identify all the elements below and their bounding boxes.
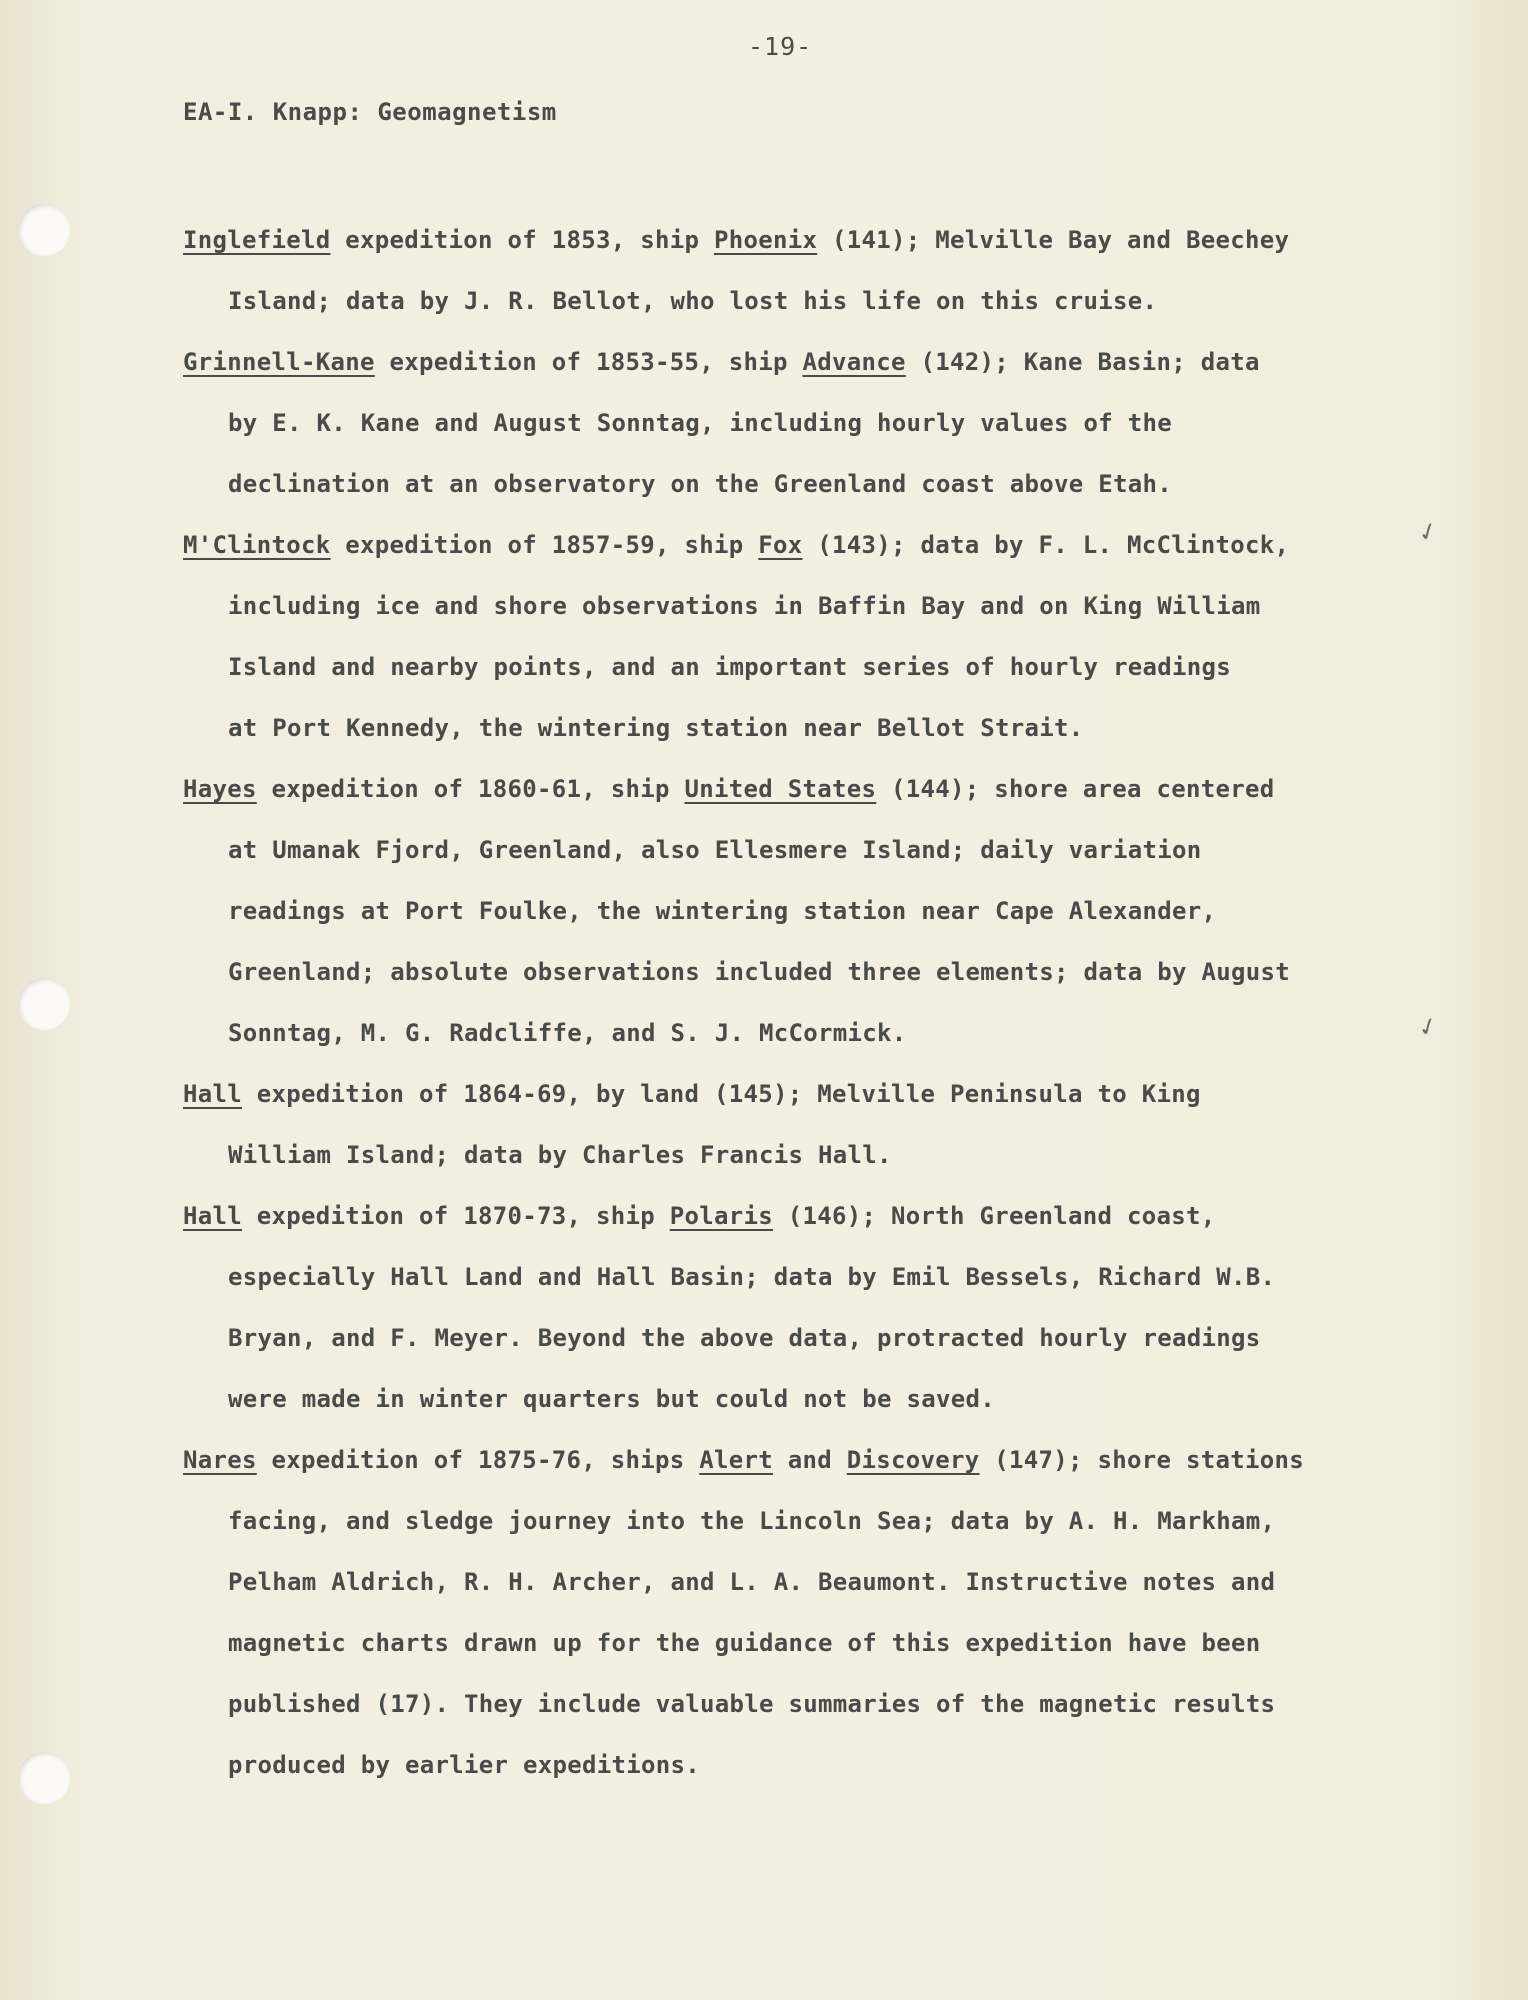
text-line (228, 1735, 1363, 1796)
line-text: William Island; data by Charles Francis Hall. (228, 1141, 892, 1169)
line-text: Bryan, and F. Meyer. Beyond the above data, protracted hourly readings (228, 1324, 1261, 1352)
line-text: especially Hall Land and Hall Basin; data by Emil Bessels, Richard W.B. (228, 1263, 1276, 1291)
text-line (183, 1430, 1363, 1491)
text-line (228, 1003, 1363, 1064)
line-text: magnetic charts drawn up for the guidance of this expedition have been (228, 1629, 1261, 1657)
text-line (228, 1491, 1363, 1552)
underlined-name: Hayes (183, 775, 257, 803)
check-mark-icon: ✓ (1413, 515, 1443, 549)
line-text: including ice and shore observations in Baffin Bay and on King William (228, 592, 1261, 620)
underlined-name: Hall (183, 1202, 242, 1230)
line-text: expedition of 1853, ship (330, 226, 714, 254)
line-text: expedition of 1875-76, ships (256, 1446, 700, 1474)
expedition-entry-inglefield (183, 210, 1363, 332)
line-text: and (772, 1446, 847, 1474)
text-line (228, 576, 1363, 637)
text-line (228, 1308, 1363, 1369)
text-line (228, 1125, 1363, 1186)
line-text: expedition of 1864-69, by land (145); Melville Peninsula to King (242, 1080, 1201, 1108)
text-line (183, 332, 1363, 393)
underlined-name: Hall (183, 1080, 242, 1108)
line-text: Island; data by J. R. Bellot, who lost his life on this cruise. (228, 287, 1158, 315)
text-line (228, 698, 1363, 759)
expedition-entry-m'clintock (183, 515, 1363, 759)
underlined-name: Phoenix (713, 226, 818, 254)
line-text: expedition of 1857-59, ship (330, 531, 759, 559)
text-line (228, 454, 1363, 515)
text-line (183, 1064, 1363, 1125)
underlined-name: Advance (802, 348, 906, 376)
text-line (228, 637, 1363, 698)
underlined-name: Grinnell-Kane (183, 348, 375, 376)
line-text: (144); shore area centered (876, 775, 1275, 803)
line-text: by E. K. Kane and August Sonntag, including hourly values of the (228, 409, 1172, 437)
line-text: expedition of 1860-61, ship (256, 775, 685, 803)
text-line (228, 271, 1363, 332)
line-text: (141); Melville Bay and Beechey (817, 226, 1290, 254)
line-text: Sonntag, M. G. Radcliffe, and S. J. McCormick. (228, 1019, 907, 1047)
text-line (183, 759, 1363, 820)
check-mark-icon: ✓ (1413, 1010, 1443, 1044)
line-text: readings at Port Foulke, the wintering station near Cape Alexander, (228, 897, 1217, 925)
text-line (228, 881, 1363, 942)
text-line (228, 393, 1363, 454)
expedition-entry-hayes (183, 759, 1363, 1064)
line-text: (146); North Greenland coast, (772, 1202, 1216, 1230)
text-line (228, 820, 1363, 881)
underlined-name: Nares (183, 1446, 257, 1474)
page-number: -19- (748, 32, 813, 61)
line-text: expedition of 1853-55, ship (374, 348, 803, 376)
text-line (228, 942, 1363, 1003)
punch-hole (18, 1752, 70, 1804)
text-line (228, 1247, 1363, 1308)
line-text: Pelham Aldrich, R. H. Archer, and L. A. Beaumont. Instructive notes and (228, 1568, 1276, 1596)
underlined-name: M'Clintock (183, 531, 331, 559)
line-text: were made in winter quarters but could not be saved. (228, 1385, 995, 1413)
document-body (183, 210, 1363, 1796)
text-line (228, 1369, 1363, 1430)
line-text: at Port Kennedy, the wintering station near Bellot Strait. (228, 714, 1084, 742)
line-text: produced by earlier expeditions. (228, 1751, 700, 1779)
text-line (228, 1552, 1363, 1613)
line-text: declination at an observatory on the Greenland coast above Etah. (228, 470, 1172, 498)
text-line (228, 1613, 1363, 1674)
page-header: EA-I. Knapp: Geomagnetism (183, 98, 557, 126)
underlined-name: Alert (699, 1446, 773, 1474)
line-text: Island and nearby points, and an important series of hourly readings (228, 653, 1231, 681)
underlined-name: Polaris (669, 1202, 773, 1230)
expedition-entry-grinnell-kane (183, 332, 1363, 515)
underlined-name: United States (684, 775, 877, 803)
text-line (183, 1186, 1363, 1247)
underlined-name: Inglefield (183, 226, 331, 254)
expedition-entry-hall-1864 (183, 1064, 1363, 1186)
line-text: (147); shore stations (979, 1446, 1304, 1474)
text-line (183, 210, 1363, 271)
line-text: Greenland; absolute observations included three elements; data by August (228, 958, 1290, 986)
punch-hole (18, 978, 70, 1030)
line-text: facing, and sledge journey into the Lincoln Sea; data by A. H. Markham, (228, 1507, 1276, 1535)
underlined-name: Fox (758, 531, 803, 559)
expedition-entry-hall-1870 (183, 1186, 1363, 1430)
punch-hole (18, 204, 70, 256)
line-text: (143); data by F. L. McClintock, (802, 531, 1290, 559)
text-line (183, 515, 1363, 576)
text-line (228, 1674, 1363, 1735)
line-text: at Umanak Fjord, Greenland, also Ellesmere Island; daily variation (228, 836, 1202, 864)
underlined-name: Discovery (846, 1446, 980, 1474)
line-text: (142); Kane Basin; data (905, 348, 1260, 376)
expedition-entry-nares (183, 1430, 1363, 1796)
line-text: published (17). They include valuable summaries of the magnetic results (228, 1690, 1276, 1718)
line-text: expedition of 1870-73, ship (242, 1202, 670, 1230)
